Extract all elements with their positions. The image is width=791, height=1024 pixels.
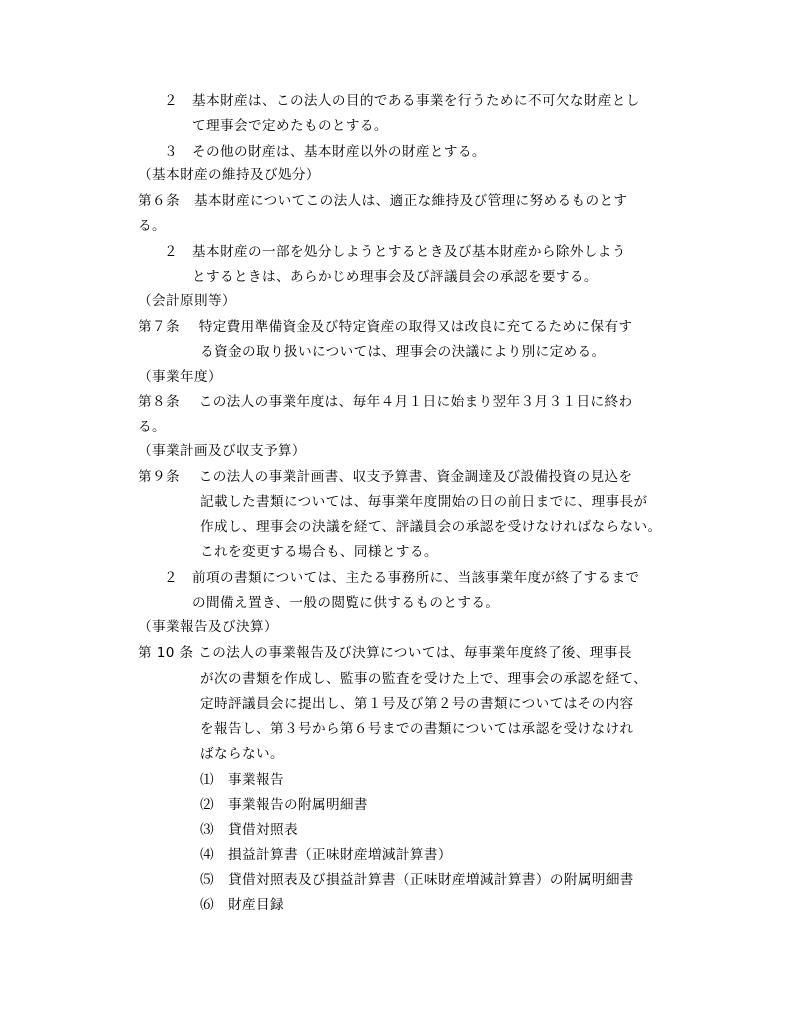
para-article10-line4: を報告し、第３号から第６号までの書類については承認を受けなけれ (200, 721, 634, 737)
list-item-6: ⑹ 財産目録 (200, 897, 284, 913)
para-article6-line2: る。 (138, 218, 166, 234)
para-article6-item2-line1: ２ 基本財産の一部を処分しようとするとき及び基本財産から除外しよう (164, 244, 626, 260)
para-article6-line1: 第６条 基本財産についてこの法人は、適正な維持及び管理に努めるものとす (138, 193, 628, 209)
heading-article9: （事業計画及び収支予算） (138, 443, 306, 459)
list-item-4: ⑷ 損益計算書（正味財産増減計算書） (200, 847, 452, 863)
para-article8-line1: 第８条 この法人の事業年度は、毎年４月１日に始まり翌年３月３１日に終わ (138, 394, 633, 410)
para-article8-line2: る。 (138, 419, 166, 435)
para-article6-item2-line2: とするときは、あらかじめ理事会及び評議員会の承認を要する。 (192, 269, 598, 285)
para-article5-item2-line1: ２ 基本財産は、この法人の目的である事業を行うために不可欠な財産とし (164, 93, 640, 109)
list-item-2: ⑵ 事業報告の附属明細書 (200, 797, 368, 813)
para-article9-line3: 作成し、理事会の決議を経て、評議員会の承認を受けなければならない。 (200, 519, 662, 535)
heading-article10: （事業報告及び決算） (138, 619, 278, 635)
heading-article8: （事業年度） (138, 369, 222, 385)
heading-article6: （基本財産の維持及び処分） (138, 167, 320, 183)
para-article9-item2-line1: ２ 前項の書類については、主たる事務所に、当該事業年度が終了するまで (164, 570, 640, 586)
list-item-5: ⑸ 貸借対照表及び損益計算書（正味財産増減計算書）の附属明細書 (200, 872, 634, 888)
para-article9-item2-line2: の間備え置き、一般の閲覧に供するものとする。 (192, 595, 500, 611)
para-article7-line1: 第７条 特定費用準備資金及び特定資産の取得又は改良に充てるために保有す (138, 319, 633, 335)
list-item-3: ⑶ 貸借対照表 (200, 822, 298, 838)
para-article10-line5: ばならない。 (200, 746, 284, 762)
para-article9-line2: 記載した書類については、毎事業年度開始の日の前日までに、理事長が (200, 494, 648, 510)
para-article10-line2: が次の書類を作成し、監事の監査を受けた上で、理事会の承認を経て、 (200, 671, 648, 687)
list-item-1: ⑴ 事業報告 (200, 772, 284, 788)
heading-article7: （会計原則等） (138, 293, 236, 309)
para-article5-item3: ３ その他の財産は、基本財産以外の財産とする。 (164, 144, 486, 160)
para-article7-line2: る資金の取り扱いについては、理事会の決議により別に定める。 (200, 344, 606, 360)
para-article9-line1: 第９条 この法人の事業計画書、収支予算書、資金調達及び設備投資の見込を (138, 469, 633, 485)
para-article5-item2-line2: て理事会で定めたものとする。 (192, 118, 388, 134)
para-article10-line3: 定時評議員会に提出し、第１号及び第２号の書類についてはその内容 (200, 696, 634, 712)
para-article9-line4: これを変更する場合も、同様とする。 (200, 544, 438, 560)
para-article10-line1: 第 10 条 この法人の事業報告及び決算については、毎事業年度終了後、理事長 (138, 645, 632, 661)
